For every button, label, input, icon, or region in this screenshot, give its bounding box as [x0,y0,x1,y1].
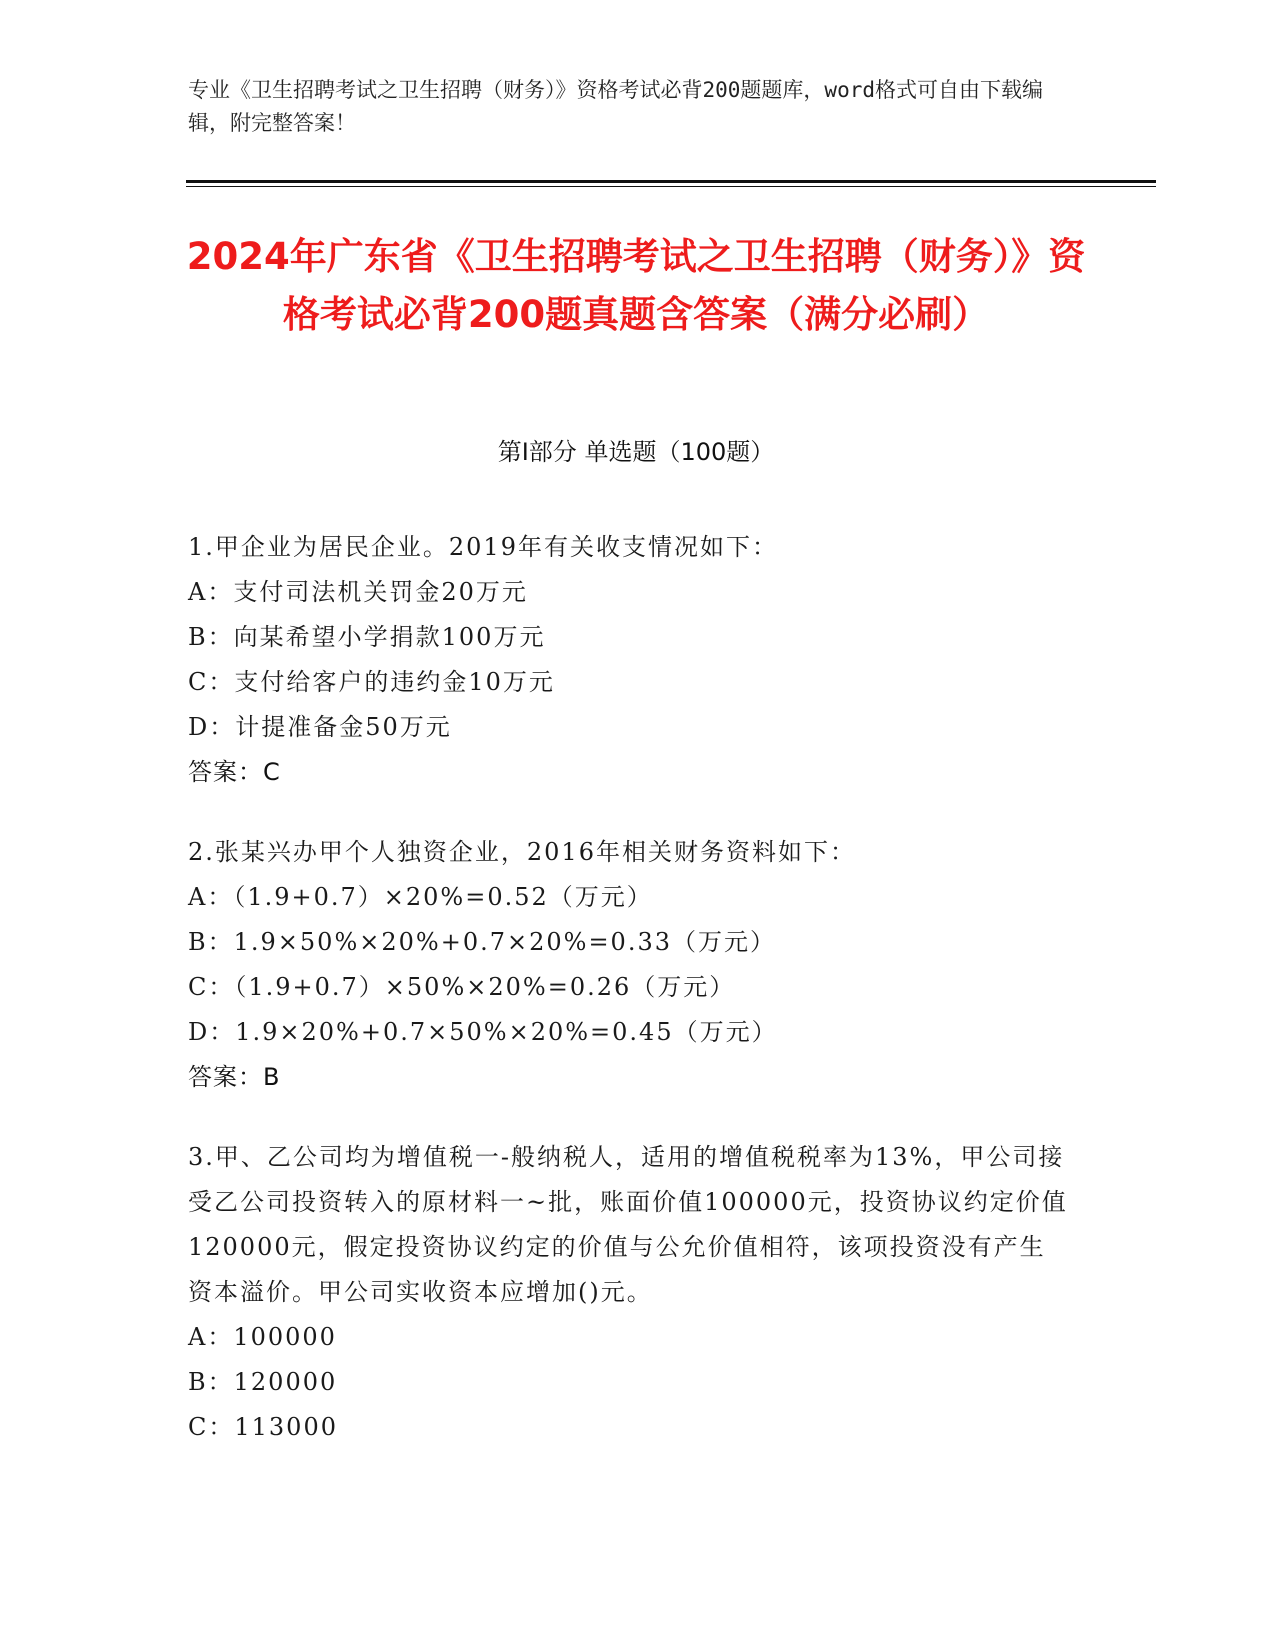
option-c: C：113000 [188,1413,338,1441]
option-c: C：支付给客户的违约金10万元 [188,668,555,696]
option-a: A：支付司法机关罚金20万元 [188,578,528,606]
question-stem: 2.张某兴办甲个人独资企业，2016年相关财务资料如下： [188,838,856,866]
option-d: D：计提准备金50万元 [188,713,452,741]
question-stem: 3.甲、乙公司均为增值税一-般纳税人，适用的增值税税率为13%，甲公司接受乙公司投资转入的原材料一~批，账面价值100000元，投资协议约定价值120000元，假定投资协议约定的价值与公允价值相符，该项投资没有产生资本溢价。甲公司实收资本应增加()元。 [188,1143,1068,1306]
option-a: A：（1.9+0.7）×20%=0.52（万元） [188,883,653,911]
question-2 [188,830,1068,1100]
option-a: A：100000 [188,1323,337,1351]
header-note: 专业《卫生招聘考试之卫生招聘（财务）》资格考试必背200题题库，word格式可自由下载编辑，附完整答案！ [188,78,1043,135]
option-c: C：（1.9+0.7）×50%×20%=0.26（万元） [188,973,736,1001]
document-title: 2024年广东省《卫生招聘考试之卫生招聘（财务）》资格考试必背200题真题含答案（满分必刷） [186,235,1086,336]
option-d: D：1.9×20%+0.7×50%×20%=0.45（万元） [188,1018,778,1046]
question-3 [188,1135,1068,1450]
option-b: B：1.9×50%×20%+0.7×20%=0.33（万元） [188,928,776,956]
question-list [188,525,1068,1485]
question-1 [188,525,1068,795]
section-title: 第I部分 单选题（100题） [497,438,775,466]
question-stem: 1.甲企业为居民企业。2019年有关收支情况如下： [188,533,778,561]
answer: 答案：B [188,1063,281,1091]
header-rule-thin [186,186,1156,187]
option-b: B：120000 [188,1368,338,1396]
answer: 答案：C [188,758,281,786]
header-rule-thick [186,180,1156,183]
option-b: B：向某希望小学捐款100万元 [188,623,546,651]
